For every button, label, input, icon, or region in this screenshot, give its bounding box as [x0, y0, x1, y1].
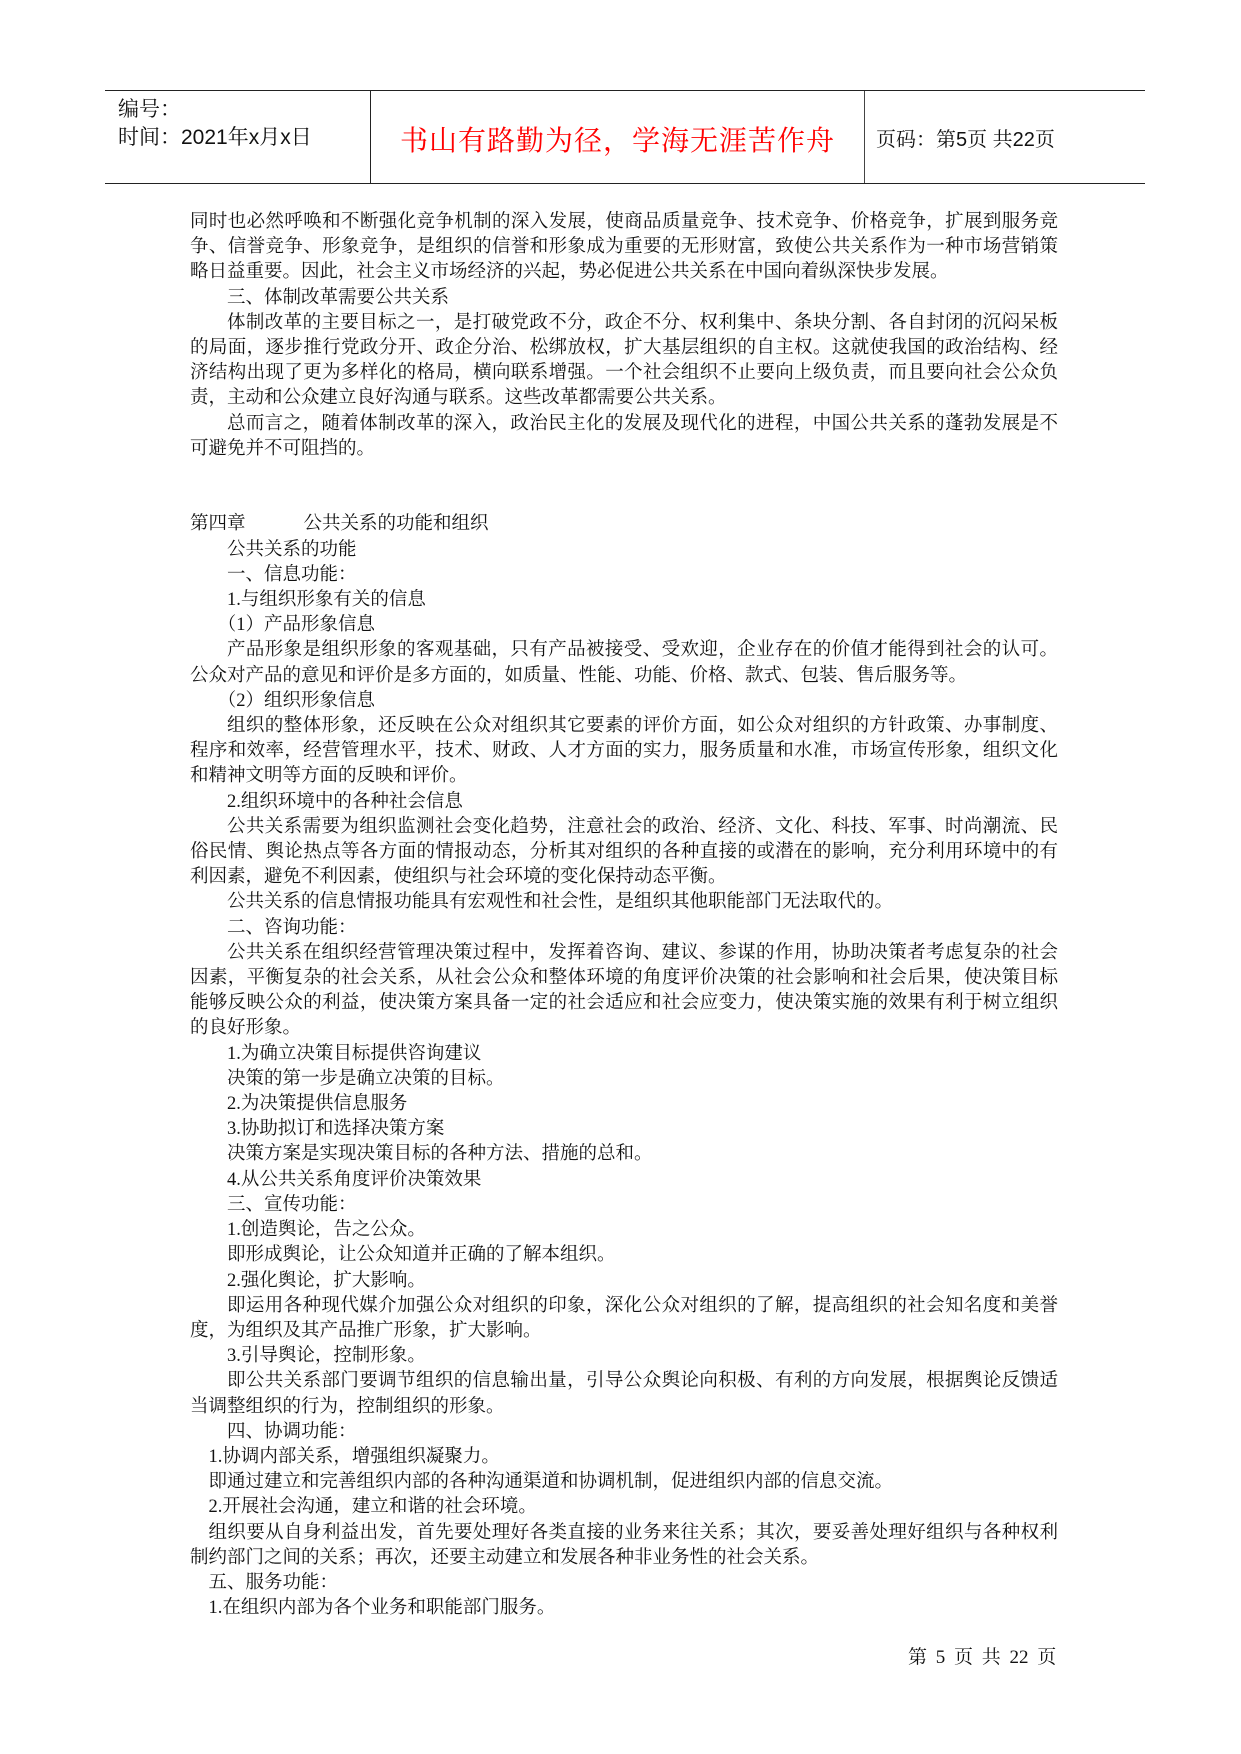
- paragraph: 即通过建立和完善组织内部的各种沟通渠道和协调机制，促进组织内部的信息交流。: [208, 1472, 894, 1493]
- paragraph: （2）组织形象信息: [217, 690, 376, 711]
- paragraph: 1.与组织形象有关的信息: [227, 590, 426, 611]
- paragraph: 即形成舆论，让公众知道并正确的了解本组织。: [227, 1245, 616, 1266]
- paragraph: 三、体制改革需要公共关系: [227, 287, 450, 308]
- paragraph: 2.强化舆论，扩大影响。: [227, 1270, 426, 1291]
- paragraph: 即运用各种现代媒介加强公众对组织的印象，深化公众对组织的了解，提高组织的社会知名度和美誉度，为组织及其产品推广形象，扩大影响。: [190, 1295, 1058, 1341]
- paragraph: 产品形象是组织形象的客观基础，只有产品被接受、受欢迎，企业存在的价值才能得到社会的认可。公众对产品的意见和评价是多方面的，如质量、性能、功能、价格、款式、包装、售后服务等。: [190, 640, 1058, 686]
- paragraph: 总而言之，随着体制改革的深入，政治民主化的发展及现代化的进程，中国公共关系的蓬勃发展是不可避免并不可阻挡的。: [190, 413, 1058, 459]
- paragraph: 1.在组织内部为各个业务和职能部门服务。: [208, 1598, 556, 1619]
- paragraph: 同时也必然呼唤和不断强化竞争机制的深入发展，使商品质量竞争、技术竞争、价格竞争，扩展到服务竞争、信誉竞争、形象竞争，是组织的信誉和形象成为重要的无形财富，致使公共关系作为一种市场营销策略日益重要。因此，社会主义市场经济的兴起，势必促进公共关系在中国向着纵深快步发展。: [190, 212, 1058, 283]
- header-page-cell: [864, 91, 1145, 183]
- document-body: [190, 210, 1058, 1621]
- paragraph: 2.组织环境中的各种社会信息: [227, 791, 463, 812]
- paragraph: 1.协调内部关系，增强组织凝聚力。: [208, 1446, 500, 1467]
- paragraph: 3.引导舆论，控制形象。: [227, 1346, 426, 1367]
- paragraph: 决策的第一步是确立决策的目标。: [227, 1068, 505, 1089]
- header-motto-cell: [370, 91, 865, 183]
- paragraph: 体制改革的主要目标之一，是打破党政不分，政企不分、权利集中、条块分割、各自封闭的沉闷呆板的局面，逐步推行党政分开、政企分治、松绑放权，扩大基层组织的自主权。这就使我国的政治结构、经济结构出现了更为多样化的格局，横向联系增强。一个社会组织不止要向上级负责，而且要向社会公众负责，主动和公众建立良好沟通与联系。这些改革都需要公共关系。: [190, 312, 1058, 409]
- paragraph: 2.为决策提供信息服务: [227, 1094, 408, 1115]
- blank-line: [190, 487, 1058, 512]
- chapter-title: 公共关系的功能和组织: [303, 514, 489, 535]
- paragraph: 1.为确立决策目标提供咨询建议: [227, 1043, 482, 1064]
- document-header: [105, 90, 1145, 184]
- paragraph: 组织的整体形象，还反映在公众对组织其它要素的评价方面，如公众对组织的方针政策、办事制度、程序和效率，经营管理水平，技术、财政、人才方面的实力，服务质量和水准，市场宣传形象，组织文化和精神文明等方面的反映和评价。: [190, 716, 1058, 787]
- paragraph: 三、宣传功能：: [227, 1194, 357, 1215]
- paragraph: 四、协调功能：: [227, 1421, 357, 1442]
- page-footer: 第 5 页 共 22 页: [908, 1647, 1057, 1668]
- chapter-number: 第四章: [190, 514, 246, 535]
- paragraph: 五、服务功能：: [208, 1572, 339, 1593]
- paragraph: 1.创造舆论，告之公众。: [227, 1220, 426, 1241]
- header-page-info: 页码：第5页 共22页: [876, 129, 1055, 151]
- paragraph: 4.从公共关系角度评价决策效果: [227, 1169, 482, 1190]
- motto-text: 书山有路勤为径，学海无涯苦作舟: [399, 124, 835, 157]
- paragraph: 公共关系需要为组织监测社会变化趋势，注意社会的政治、经济、文化、科技、军事、时尚潮流、民俗民情、舆论热点等各方面的情报动态，分析其对组织的各种直接的或潜在的影响，充分利用环境中的有利因素，避免不利因素，使组织与社会环境的变化保持动态平衡。: [190, 816, 1058, 888]
- paragraph: 公共关系的功能: [227, 539, 357, 560]
- paragraph: 二、咨询功能：: [227, 917, 357, 938]
- paragraph: 2.开展社会沟通，建立和谐的社会环境。: [208, 1497, 537, 1518]
- paragraph: 一、信息功能：: [227, 564, 357, 585]
- paragraph: 公共关系的信息情报功能具有宏观性和社会性，是组织其他职能部门无法取代的。: [227, 892, 894, 913]
- paragraph: 即公共关系部门要调节组织的信息输出量，引导公众舆论向积极、有利的方向发展，根据舆论反馈适当调整组织的行为，控制组织的形象。: [190, 1371, 1058, 1417]
- paragraph: 组织要从自身利益出发，首先要处理好各类直接的业务来往关系；其次，要妥善处理好组织与各种权利制约部门之间的关系；再次，还要主动建立和发展各种非业务性的社会关系。: [190, 1522, 1058, 1568]
- blank-line: [190, 462, 1058, 487]
- paragraph: 公共关系在组织经营管理决策过程中，发挥着咨询、建议、参谋的作用，协助决策者考虑复杂的社会因素，平衡复杂的社会关系，从社会公众和整体环境的角度评价决策的社会影响和社会后果，使决策目标能够反映公众的利益，使决策方案具备一定的社会适应和社会应变力，使决策实施的效果有利于树立组织的良好形象。: [190, 942, 1058, 1039]
- header-meta-cell: [105, 91, 370, 183]
- date-label: 时间：2021年x月x日: [118, 126, 312, 149]
- paragraph: （1）产品形象信息: [217, 615, 376, 636]
- serial-number-label: 编号：: [118, 98, 181, 121]
- paragraph: 3.协助拟订和选择决策方案: [227, 1119, 445, 1140]
- paragraph: 决策方案是实现决策目标的各种方法、措施的总和。: [227, 1144, 653, 1165]
- chapter-heading: [190, 512, 1058, 537]
